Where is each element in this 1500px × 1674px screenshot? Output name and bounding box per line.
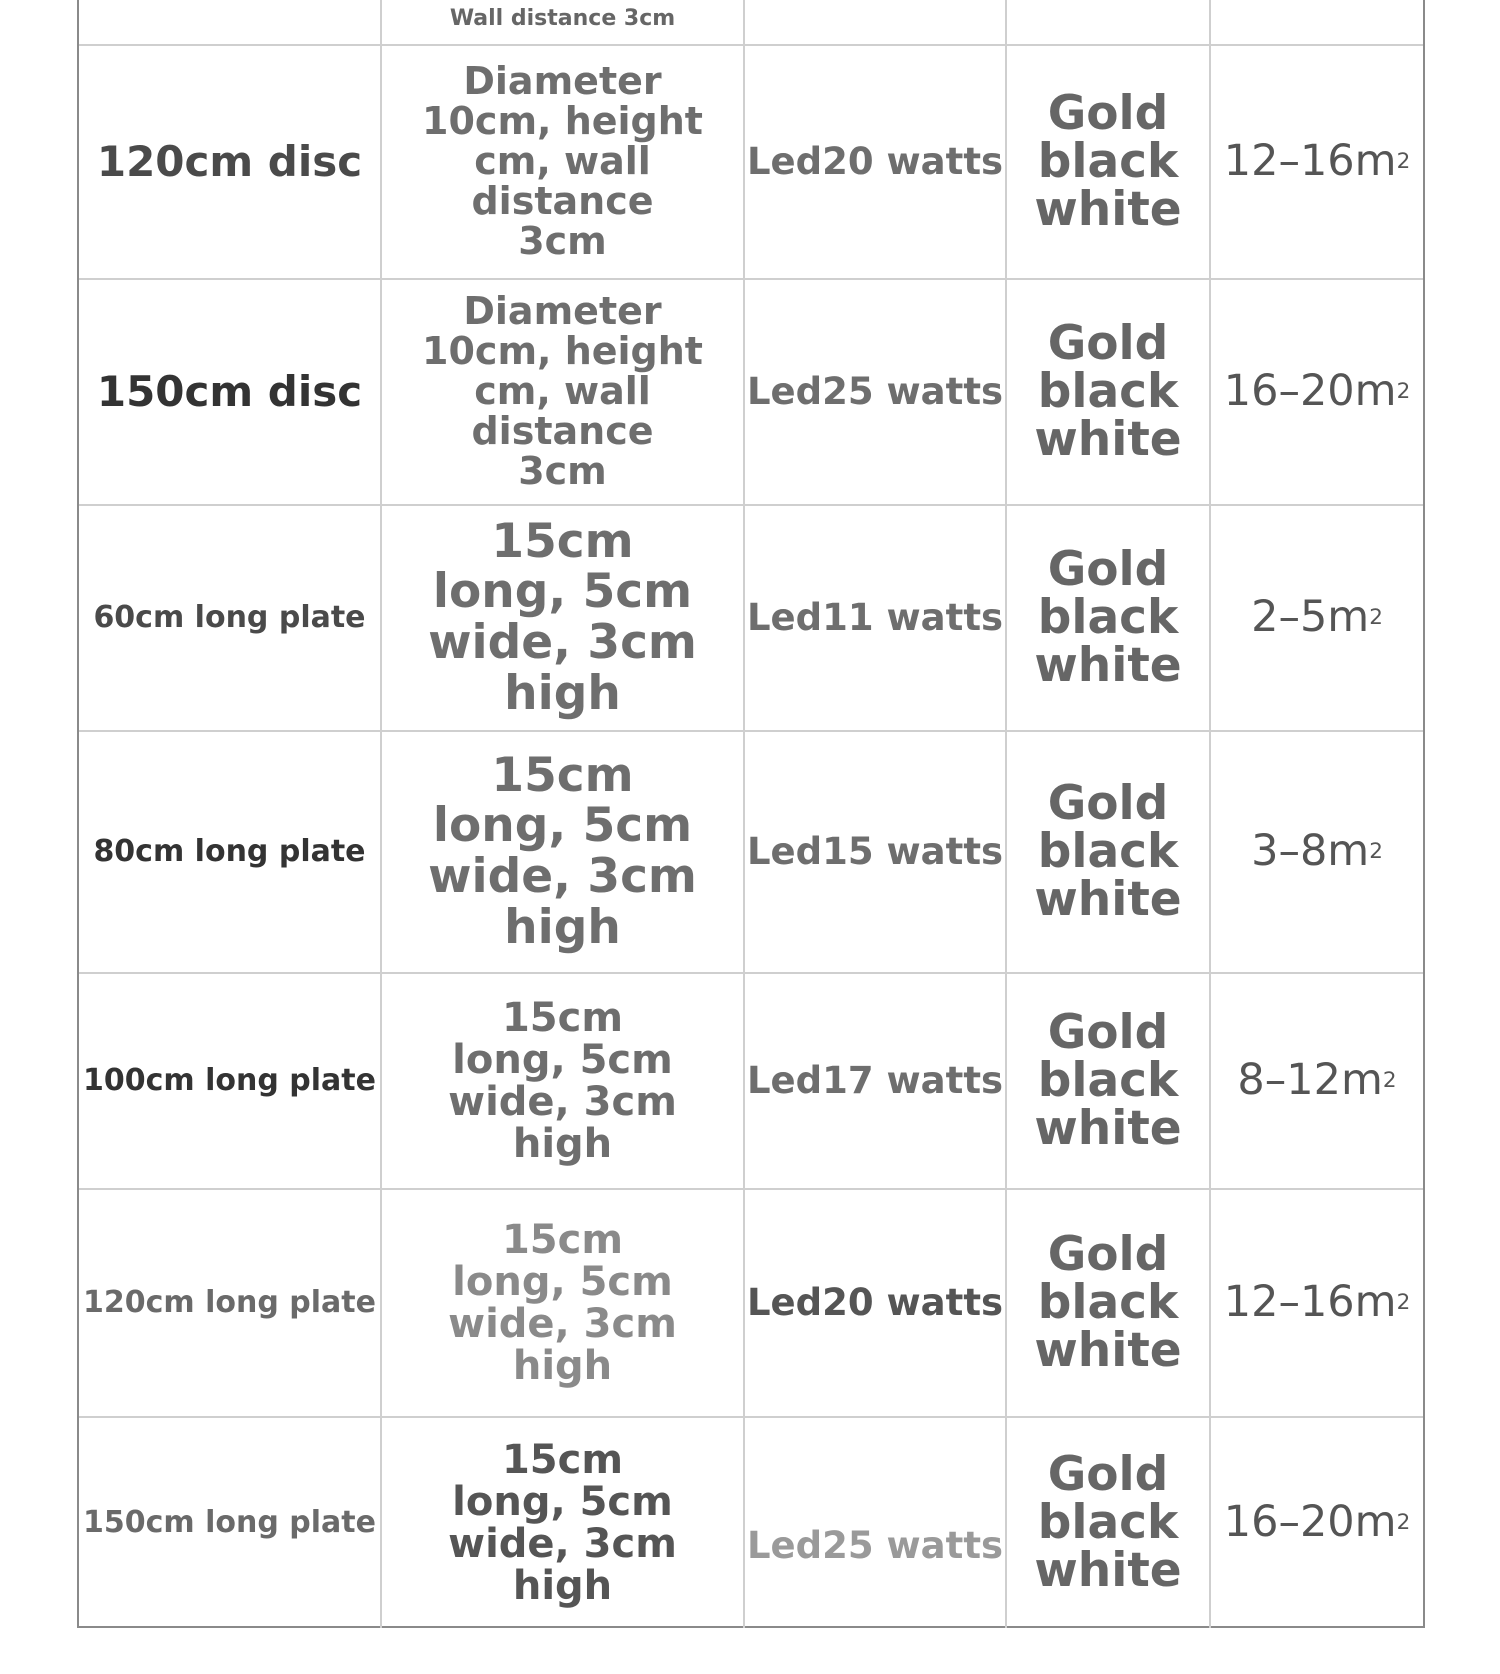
model-name: 100cm long plate: [79, 974, 382, 1188]
model-name: 60cm long plate: [79, 506, 382, 730]
area-value: 8–12m: [1237, 1055, 1383, 1106]
area-value: 12–16m: [1223, 136, 1397, 187]
table-row: [79, 732, 1423, 974]
model-name: 80cm long plate: [79, 732, 382, 972]
table-row: [79, 280, 1423, 506]
power: Led25 watts: [745, 1418, 1007, 1628]
area-value: 16–20m: [1223, 1497, 1397, 1548]
coverage-area: [1211, 1418, 1423, 1628]
area-exponent: 2: [1396, 148, 1411, 174]
size-caption: Wall distance 3cm: [382, 0, 745, 44]
dimensions: 15cm long, 5cm wide, 3cm high: [382, 974, 745, 1188]
area-value: 12–16m: [1223, 1277, 1397, 1328]
dimensions: 15cm long, 5cm wide, 3cm high: [382, 1418, 745, 1628]
colors: Gold black white: [1007, 46, 1211, 278]
table-row: [79, 46, 1423, 280]
coverage-area: [1211, 280, 1423, 504]
area-value: 3–8m: [1251, 826, 1370, 877]
colors: Gold black white: [1007, 974, 1211, 1188]
power: Led25 watts: [745, 280, 1007, 504]
power: Led20 watts: [745, 46, 1007, 278]
dimensions: Diameter 10cm, height cm, wall distance 3cm: [382, 280, 745, 504]
table-row: [79, 974, 1423, 1190]
model-name: 120cm long plate: [79, 1190, 382, 1416]
area-exponent: 2: [1396, 1289, 1411, 1315]
colors: Gold black white: [1007, 1190, 1211, 1416]
power: Led17 watts: [745, 974, 1007, 1188]
dimensions: 15cm long, 5cm wide, 3cm high: [382, 1190, 745, 1416]
coverage-area: [1211, 974, 1423, 1188]
area-exponent: 2: [1369, 838, 1383, 864]
spec-table: [77, 0, 1425, 1628]
dimensions: Diameter 10cm, height cm, wall distance 3cm: [382, 46, 745, 278]
table-row: [79, 1190, 1423, 1418]
coverage-area: [1211, 506, 1423, 730]
area-exponent: 2: [1382, 1067, 1397, 1093]
power: Led11 watts: [745, 506, 1007, 730]
model-name: 150cm disc: [79, 280, 382, 504]
model-name: 120cm disc: [79, 46, 382, 278]
power: Led20 watts: [745, 1190, 1007, 1416]
table-row: [79, 1418, 1423, 1628]
coverage-area: [1211, 732, 1423, 972]
area-value: 2–5m: [1251, 592, 1370, 643]
area-value: 16–20m: [1223, 366, 1397, 417]
table-row-partial: [79, 0, 1423, 46]
colors: Gold black white: [1007, 732, 1211, 972]
dimensions: 15cm long, 5cm wide, 3cm high: [382, 732, 745, 972]
power: Led15 watts: [745, 732, 1007, 972]
area-exponent: 2: [1396, 1509, 1411, 1535]
colors: Gold black white: [1007, 506, 1211, 730]
colors: Gold black white: [1007, 1418, 1211, 1628]
area-exponent: 2: [1396, 378, 1411, 404]
table-row: [79, 506, 1423, 732]
area-exponent: 2: [1369, 604, 1383, 630]
coverage-area: [1211, 46, 1423, 278]
model-name: 150cm long plate: [79, 1418, 382, 1628]
dimensions: 15cm long, 5cm wide, 3cm high: [382, 506, 745, 730]
colors: Gold black white: [1007, 280, 1211, 504]
coverage-area: [1211, 1190, 1423, 1416]
